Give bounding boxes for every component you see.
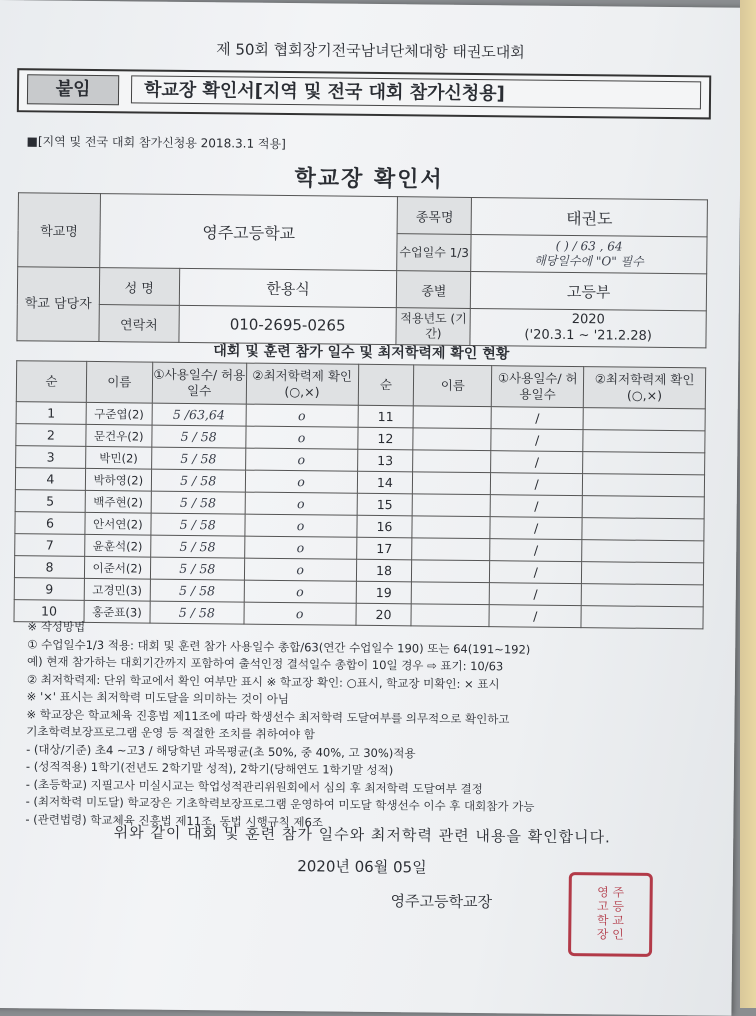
- row-no: 11: [358, 405, 414, 428]
- sport-name: 태권도: [471, 197, 707, 236]
- info-table: [16, 192, 708, 348]
- min-grade-check: [582, 474, 704, 497]
- student-name: [413, 406, 491, 429]
- days-label: 수업일수 1/3: [397, 234, 471, 272]
- contact-number: 010-2695-0265: [179, 305, 397, 344]
- min-grade-check: o: [246, 404, 358, 427]
- student-name: 구준엽(2): [86, 402, 152, 425]
- note-line: - (초등학교) 지필고사 미실시교는 학업성적관리위원회에서 심의 후 최저학력 도달여부 결정: [25, 776, 483, 796]
- col-days-2: ①사용일수/ 허용일수: [492, 366, 584, 408]
- row-no: 5: [15, 490, 85, 513]
- min-grade-check: [581, 584, 703, 607]
- days-cell: [471, 234, 707, 273]
- days-used: 5 / 58: [151, 491, 245, 514]
- days-used: /: [491, 429, 583, 452]
- student-name: [412, 538, 490, 561]
- note-line: 예) 현재 참가하는 대회기간까지 포함하여 출석인정 결석일수 총합이 10일 경우 ⇨ 표기: 10/63: [27, 654, 504, 674]
- contact-label: 연락처: [99, 305, 179, 343]
- row-no: 13: [357, 449, 413, 472]
- days-used: 5 / 58: [151, 513, 245, 536]
- attachment-tag: 붙임: [27, 74, 119, 105]
- row-no: 15: [357, 493, 413, 516]
- school-label: 학교명: [18, 193, 101, 268]
- col-days: ①사용일수/ 허용일수: [152, 362, 246, 404]
- student-name: [413, 428, 491, 451]
- row-no: 20: [355, 603, 411, 626]
- days-used: /: [489, 583, 581, 606]
- min-grade-check: [582, 518, 704, 541]
- days-used: 5 / 58: [150, 601, 244, 624]
- days-used: 5 / 58: [151, 447, 245, 470]
- min-grade-check: [583, 430, 705, 453]
- days-note: 해당일수에 "O" 필수: [534, 253, 644, 269]
- min-grade-check: [582, 496, 704, 519]
- attachment-banner: [17, 68, 711, 119]
- days-used: /: [491, 473, 583, 496]
- official-seal: 영 주 고 등 학 교 장 인: [568, 872, 653, 957]
- year-period: ('20.3.1 ~ '21.2.28): [524, 327, 652, 344]
- note-line: ※ 작성방법: [27, 619, 86, 634]
- row-no: 16: [356, 515, 412, 538]
- roster-table: [13, 360, 706, 629]
- col-no-2: 순: [358, 364, 414, 406]
- student-name: 윤훈석(2): [85, 534, 151, 557]
- row-no: 14: [357, 471, 413, 494]
- event-title: 제 50회 협회장기전국남녀단체대항 태권도대회: [216, 40, 525, 62]
- student-name: 박민(2): [85, 446, 151, 469]
- min-grade-check: [582, 540, 704, 563]
- row-no: 4: [15, 468, 85, 491]
- background-edge: [740, 0, 756, 1008]
- min-grade-check: o: [244, 536, 356, 559]
- row-no: 6: [15, 512, 85, 535]
- row-no: 9: [14, 578, 84, 601]
- student-name: 홍준표(3): [84, 600, 150, 623]
- row-no: 18: [356, 559, 412, 582]
- days-used: 5 / 58: [150, 579, 244, 602]
- student-name: 박하영(2): [85, 468, 151, 491]
- student-name: [413, 494, 491, 517]
- note-line: - (최저학력 미도달) 학교장은 기초학력보장프로그램 운영하여 미도달 학생선수 이수 후 대회참가 가능: [25, 794, 535, 814]
- student-name: 백주현(2): [85, 490, 151, 513]
- min-grade-check: o: [244, 580, 356, 603]
- col-check-2: ②최저학력제 확인(○,×): [583, 367, 705, 409]
- days-used: 5 / 58: [152, 425, 246, 448]
- student-name: [413, 450, 491, 473]
- staff-label: 학교 담당자: [17, 267, 100, 342]
- division-label: 종별: [397, 271, 471, 309]
- year-cell: [470, 308, 706, 347]
- student-name: [413, 472, 491, 495]
- roster-body: [14, 402, 705, 629]
- days-used: /: [491, 407, 583, 430]
- row-no: 3: [16, 446, 86, 469]
- days-used: /: [490, 561, 582, 584]
- division: 고등부: [471, 271, 707, 310]
- note-line: - (관련법령) 학교체육 진흥법 제11조, 동법 시행규칙 제6조: [25, 811, 324, 829]
- confirmation-text: 위와 같이 대회 및 훈련 참가 일수와 최저학력 관련 내용을 확인합니다.: [113, 823, 611, 847]
- days-used: 5 / 58: [150, 535, 244, 558]
- year-value: 2020: [571, 312, 605, 328]
- col-check: ②최저학력제 확인(○,×): [246, 363, 358, 405]
- days-used: 5 / 58: [150, 557, 244, 580]
- min-grade-check: o: [245, 492, 357, 515]
- col-name-2: 이름: [414, 365, 492, 407]
- min-grade-check: o: [245, 426, 357, 449]
- days-used: /: [489, 605, 581, 628]
- document-title: 학교장 확인서: [294, 166, 444, 193]
- student-name: 고경민(3): [84, 578, 150, 601]
- note-line: - (대상/기준) 초4 ~고3 / 해당학년 과목평균(초 50%, 중 40%, 고 30%)적용: [26, 741, 416, 760]
- status-title: 대회 및 훈련 참가 일수 및 최저학력제 확인 현황: [213, 343, 510, 363]
- school-name: 영주고등학교: [100, 194, 398, 271]
- min-grade-check: o: [244, 602, 356, 625]
- min-grade-check: [582, 562, 704, 585]
- reference-note: ■[지역 및 전국 대회 참가신청용 2018.3.1 적용]: [26, 134, 286, 152]
- row-no: 1: [16, 402, 86, 425]
- days-used: /: [491, 451, 583, 474]
- student-name: 이준서(2): [84, 556, 150, 579]
- days-used: /: [490, 495, 582, 518]
- student-name: [412, 582, 490, 605]
- note-line: ※ 학교장은 학교체육 진흥법 제11조에 따라 학생선수 최저학력 도달여부를 의무적으로 확인하고: [26, 706, 510, 726]
- col-name: 이름: [86, 361, 152, 403]
- sport-label: 종목명: [397, 197, 471, 235]
- note-line: - (성적적용) 1학기(전년도 2학기말 성적), 2학기(당해연도 1학기말 성적): [25, 759, 394, 778]
- staff-name: 한용식: [179, 268, 397, 307]
- banner-title: 학교장 확인서[지역 및 전국 대회 참가신청용]: [131, 75, 701, 109]
- note-line: 기초학력보장프로그램 운영 등 적절한 조치를 취하여야 함: [26, 724, 315, 742]
- min-grade-check: o: [245, 448, 357, 471]
- principal-signature: 영주고등학교장: [390, 892, 493, 912]
- row-no: 10: [14, 600, 84, 623]
- min-grade-check: o: [245, 514, 357, 537]
- student-name: 안서연(2): [85, 512, 151, 535]
- min-grade-check: o: [244, 558, 356, 581]
- min-grade-check: [583, 452, 705, 475]
- min-grade-check: [583, 408, 705, 431]
- row-no: 12: [357, 427, 413, 450]
- student-name: [412, 516, 490, 539]
- note-line: ※ '×' 표시는 최저학력 미도달을 의미하는 것이 아님: [26, 689, 290, 707]
- student-name: 문건우(2): [86, 424, 152, 447]
- year-label: 적용년도 (기간): [396, 308, 470, 346]
- row-no: 17: [356, 537, 412, 560]
- min-grade-check: o: [245, 470, 357, 493]
- issue-date: 2020년 06월 05일: [297, 857, 427, 877]
- days-used: /: [490, 517, 582, 540]
- days-value: ( ) / 63 , 64: [555, 238, 623, 254]
- writing-notes: [25, 618, 707, 835]
- row-no: 7: [15, 534, 85, 557]
- row-no: 19: [356, 581, 412, 604]
- days-used: 5 / 58: [151, 469, 245, 492]
- name-label: 성 명: [99, 268, 179, 306]
- student-name: [412, 560, 490, 583]
- note-line: ② 최저학력제: 단위 학교에서 확인 여부만 표시 ※ 학교장 확인: ○표시, 학교장 미확인: × 표시: [26, 671, 500, 691]
- note-line: ① 수업일수1/3 적용: 대회 및 훈련 참가 사용일수 총합/63(연간 수업일수 190) 또는 64(191~192): [27, 636, 531, 657]
- days-used: 5 /63,64: [152, 403, 246, 426]
- days-used: /: [490, 539, 582, 562]
- row-no: 8: [14, 556, 84, 579]
- row-no: 2: [16, 424, 86, 447]
- col-no: 순: [16, 361, 86, 403]
